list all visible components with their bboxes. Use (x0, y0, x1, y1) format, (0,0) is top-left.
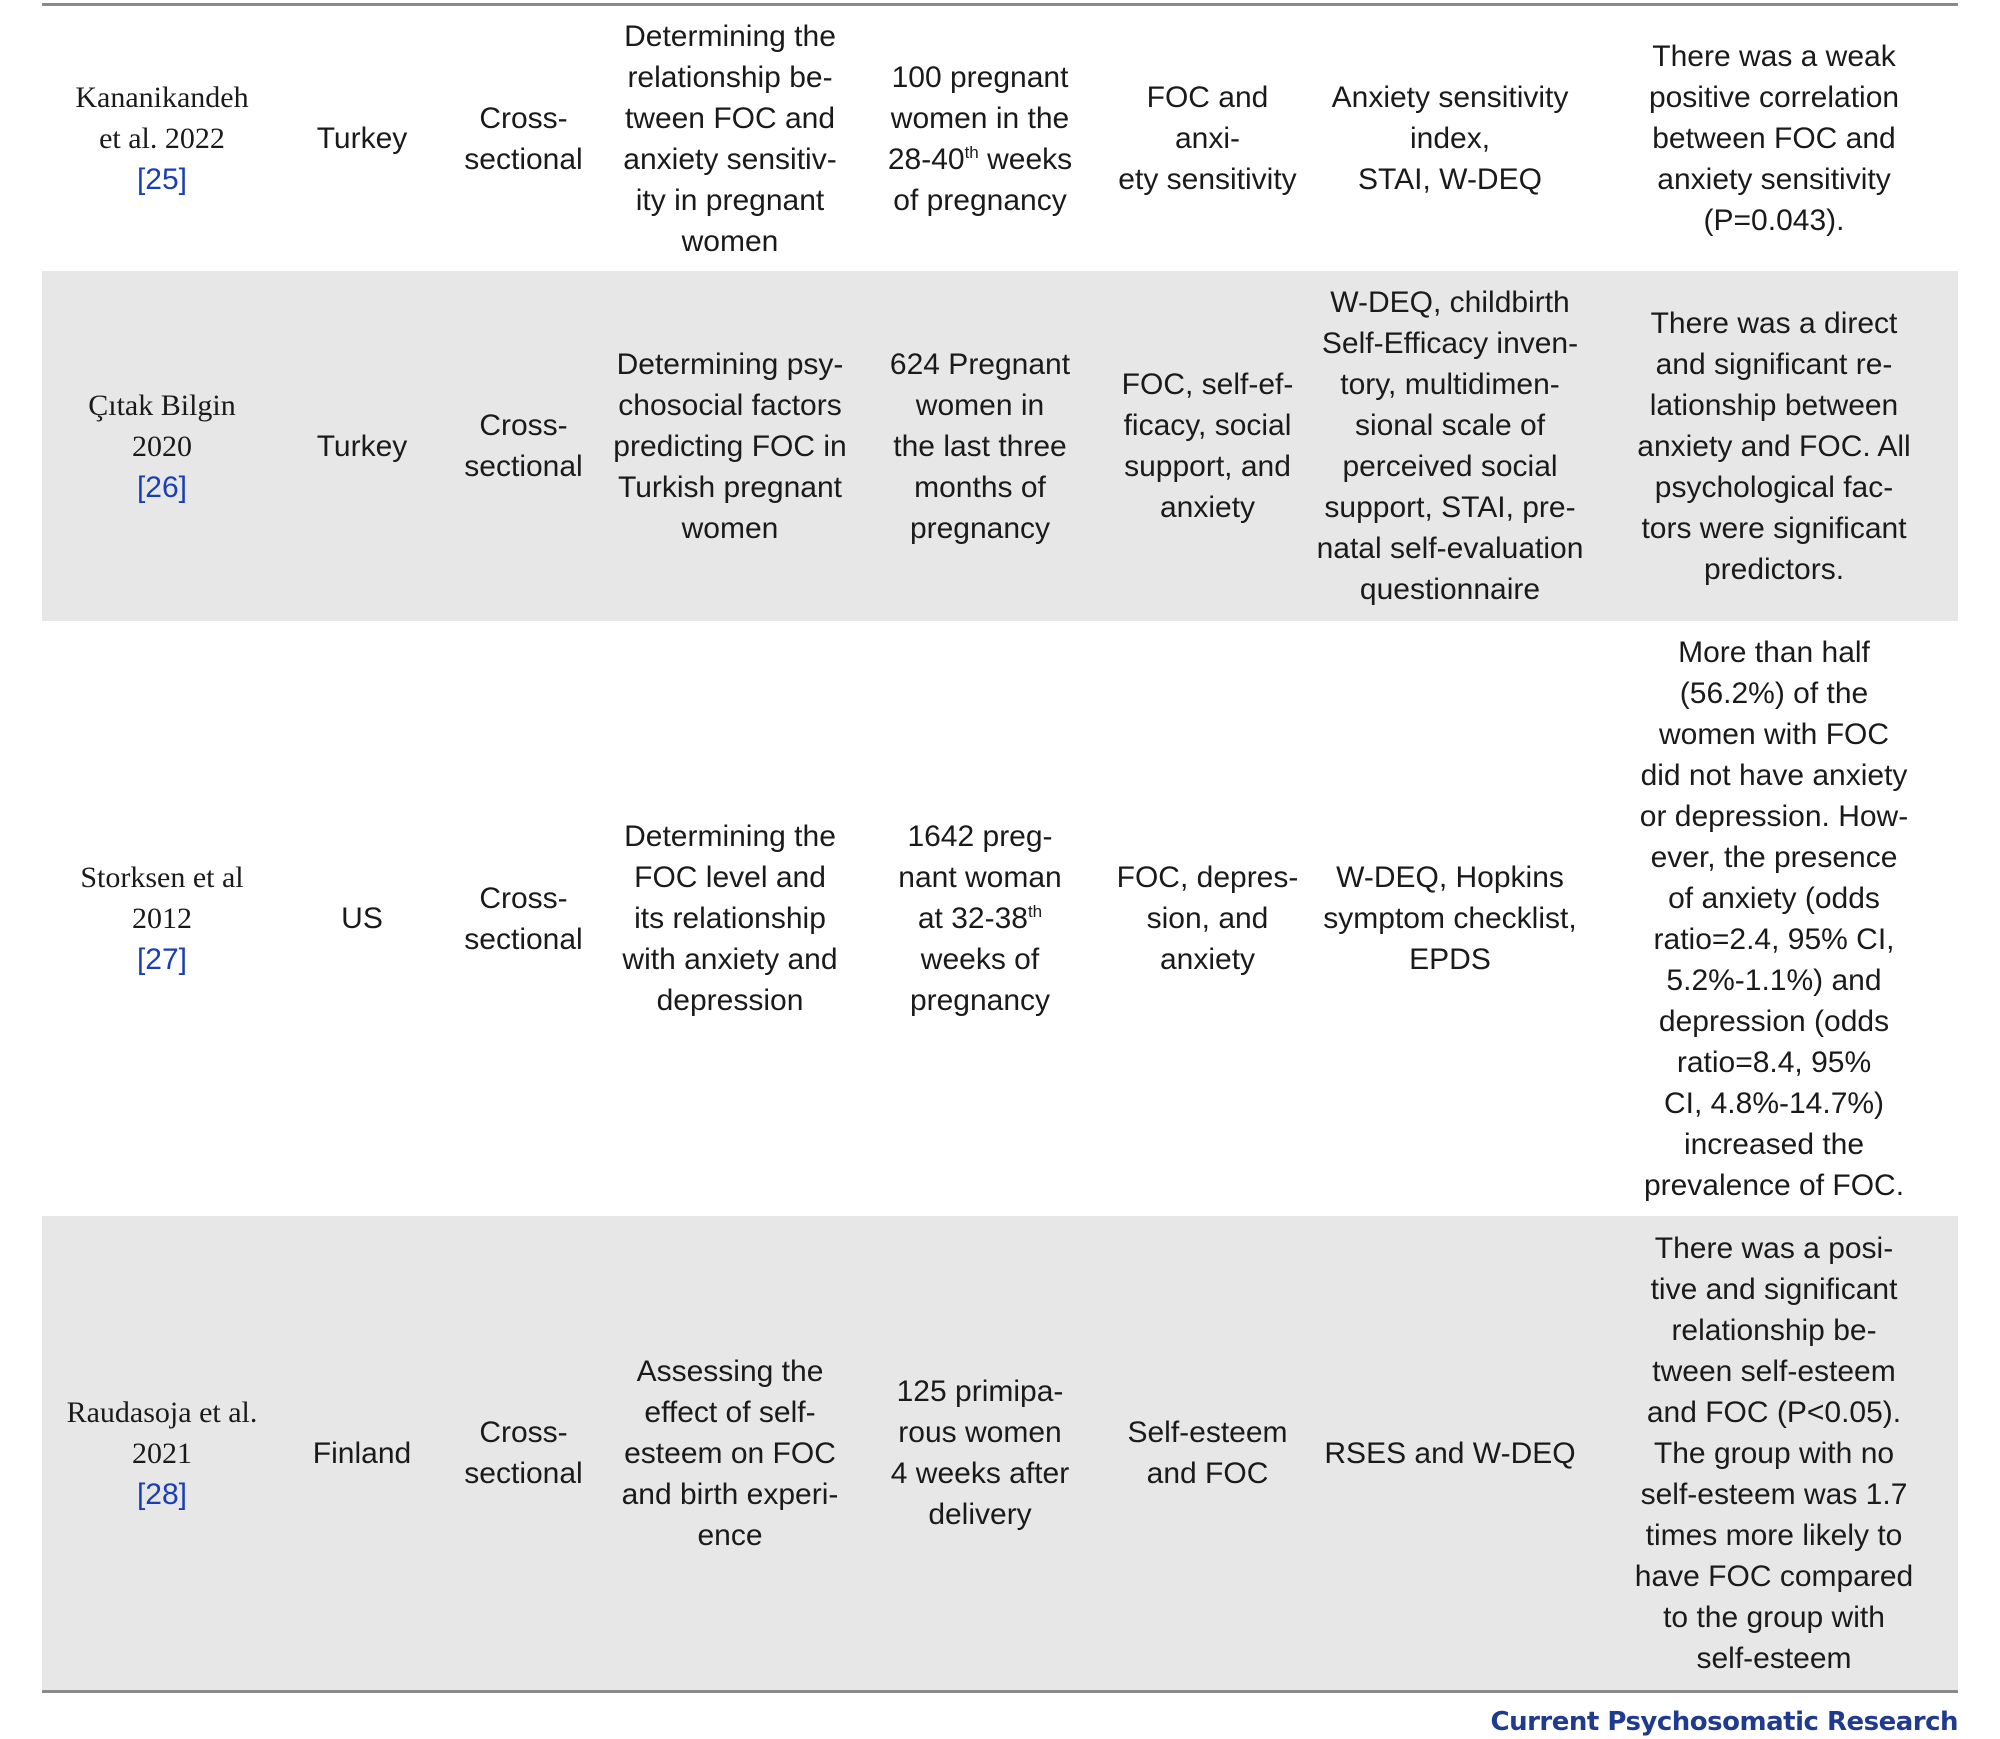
cell-sample (855, 6, 1105, 271)
design-line: Cross- (479, 409, 568, 442)
cell-author (42, 6, 282, 271)
cell-tools (1310, 6, 1590, 271)
aim-line: women (681, 511, 779, 545)
results-line: depression (odds (1658, 1004, 1890, 1038)
tools-line: RSES and W-DEQ (1324, 1436, 1576, 1470)
results-line: lationship between (1649, 388, 1899, 422)
reference-link[interactable]: [27] (136, 943, 188, 976)
cell-author (42, 621, 282, 1216)
cell-results (1590, 1216, 1958, 1690)
cell-sample (855, 621, 1105, 1216)
aim-line: FOC level and (634, 861, 826, 894)
cell-tools (1310, 621, 1590, 1216)
tools-line: W-DEQ, Hopkins (1336, 861, 1564, 894)
results-line: anxiety and FOC. All (1637, 429, 1911, 463)
tools-line: Self-Efficacy inven- (1321, 327, 1579, 360)
cell-aim (605, 1216, 855, 1690)
author-line: et al. 2022 (99, 122, 225, 155)
design-line: Cross- (479, 101, 568, 135)
cell-sample (855, 1216, 1105, 1690)
cell-author (42, 271, 282, 621)
aim-line: anxiety sensitiv- (623, 142, 837, 176)
aim-line: ity in pregnant (635, 183, 825, 217)
cell-country (282, 271, 442, 621)
cell-variables (1105, 621, 1310, 1216)
results-line: self-esteem (1696, 1641, 1852, 1675)
cell-country (282, 621, 442, 1216)
variables-line: FOC, depres- (1116, 861, 1299, 894)
results-line: times more likely to (1645, 1518, 1903, 1552)
variables-line: Self-esteem (1127, 1416, 1288, 1449)
results-line: relationship be- (1671, 1313, 1877, 1347)
variables-line: anxiety (1159, 943, 1256, 976)
results-line: increased the (1683, 1127, 1865, 1161)
sample-line: weeks of (920, 943, 1040, 976)
cell-results (1590, 6, 1958, 271)
results-line: ratio=2.4, 95% CI, (1653, 922, 1895, 956)
tools-line: EPDS (1409, 943, 1491, 976)
ordinal-superscript: th (1027, 902, 1043, 921)
cell-country (282, 1216, 442, 1690)
results-line: (56.2%) of the (1679, 676, 1869, 710)
sample-text: at 32-38 (917, 902, 1028, 935)
results-line: and FOC (P<0.05). (1646, 1395, 1902, 1429)
results-line: have FOC compared (1634, 1559, 1914, 1593)
journal-name: Current Psychosomatic Research (1490, 1707, 1958, 1737)
results-line: or depression. How- (1639, 799, 1909, 833)
sample-line: pregnancy (909, 511, 1051, 545)
sample-line (861, 898, 1099, 939)
reference-link[interactable]: [28] (136, 1477, 188, 1511)
variables-line: and FOC (1146, 1457, 1269, 1490)
results-line: ratio=8.4, 95% (1676, 1045, 1872, 1079)
aim-line: chosocial factors (618, 388, 842, 422)
country-text: Turkey (316, 122, 408, 155)
author-line: 2021 (132, 1436, 192, 1470)
aim-line: women (681, 224, 779, 258)
cell-sample (855, 271, 1105, 621)
table-bottom-rule (42, 1690, 1958, 1693)
tools-line: questionnaire (1359, 573, 1541, 606)
aim-line: predicting FOC in (613, 429, 847, 463)
cell-design (442, 621, 605, 1216)
author-line: Storksen et al (80, 861, 244, 894)
sample-line: delivery (928, 1498, 1032, 1531)
table-row (42, 1216, 1958, 1690)
author-line: 2020 (132, 429, 192, 463)
table-row (42, 271, 1958, 621)
design-line: Cross- (479, 1416, 568, 1449)
country-text: Turkey (316, 429, 408, 463)
design-line: sectional (464, 922, 583, 956)
tools-line: index, (1409, 122, 1491, 155)
table-row (42, 621, 1958, 1216)
studies-table (42, 6, 1958, 1690)
results-line: The group with no (1653, 1436, 1895, 1470)
sample-line: 1642 preg- (907, 820, 1053, 853)
results-line: tors were significant (1641, 511, 1907, 545)
results-line: More than half (1678, 635, 1870, 669)
aim-line: esteem on FOC (624, 1436, 836, 1470)
tools-line: STAI, W-DEQ (1358, 163, 1542, 196)
variables-line: FOC, self-ef- (1121, 368, 1294, 401)
cell-variables (1105, 1216, 1310, 1690)
sample-line: pregnancy (909, 984, 1051, 1017)
results-line: did not have anxiety (1640, 758, 1908, 792)
design-line: sectional (464, 1457, 583, 1490)
cell-author (42, 1216, 282, 1690)
variables-line: FOC and anxi- (1146, 81, 1269, 155)
sample-text: weeks (978, 142, 1073, 176)
variables-line: support, and (1124, 450, 1291, 483)
variables-line: sion, and (1146, 902, 1269, 935)
cell-design (442, 271, 605, 621)
sample-text: 28-40 (887, 142, 965, 176)
sample-line: 125 primipa- (896, 1375, 1064, 1408)
sample-line: months of (914, 470, 1046, 504)
cell-design (442, 1216, 605, 1690)
aim-line: Determining psy- (616, 347, 844, 381)
aim-line: depression (656, 984, 804, 1017)
results-line: There was a direct (1650, 306, 1898, 340)
aim-line: ence (697, 1518, 763, 1552)
results-line: women with FOC (1658, 717, 1890, 751)
results-line: prevalence of FOC. (1643, 1168, 1905, 1202)
table-row (42, 6, 1958, 271)
sample-line: 4 weeks after (890, 1457, 1070, 1490)
variables-line: ety sensitivity (1118, 163, 1297, 196)
results-line: There was a weak (1652, 40, 1896, 73)
reference-link[interactable]: [26] (136, 470, 188, 504)
cell-aim (605, 621, 855, 1216)
cell-results (1590, 271, 1958, 621)
variables-line: anxiety (1159, 491, 1256, 524)
results-line: psychological fac- (1654, 470, 1894, 504)
country-text: US (341, 902, 383, 935)
aim-line: Turkish pregnant (617, 470, 842, 504)
cell-design (442, 6, 605, 271)
cell-aim (605, 6, 855, 271)
tools-line: perceived social (1342, 450, 1558, 483)
cell-aim (605, 271, 855, 621)
ordinal-superscript: th (964, 142, 979, 162)
design-line: sectional (464, 142, 583, 176)
tools-line: Anxiety sensitivity (1331, 81, 1569, 114)
author-line: Çıtak Bilgin (88, 388, 236, 422)
results-line: of anxiety (odds (1668, 881, 1880, 915)
tools-line: sional scale of (1354, 409, 1546, 442)
aim-line: relationship be- (627, 60, 833, 94)
tools-line: natal self-evaluation (1316, 532, 1584, 565)
results-line: tive and significant (1650, 1272, 1898, 1306)
results-line: predictors. (1703, 552, 1845, 586)
results-line: CI, 4.8%-14.7%) (1663, 1086, 1885, 1120)
tools-line: support, STAI, pre- (1324, 491, 1576, 524)
aim-line: effect of self- (644, 1395, 816, 1429)
cell-tools (1310, 271, 1590, 621)
author-line: Kananikandeh (75, 81, 249, 114)
cell-variables (1105, 6, 1310, 271)
sample-line: 624 Pregnant (889, 347, 1071, 381)
cell-tools (1310, 1216, 1590, 1690)
cell-results (1590, 621, 1958, 1216)
results-line: (P=0.043). (1703, 204, 1845, 237)
design-line: Cross- (479, 881, 568, 915)
aim-line: tween FOC and (624, 101, 836, 135)
results-line: There was a posi- (1654, 1231, 1894, 1265)
sample-line (861, 139, 1099, 180)
sample-line: rous women (898, 1416, 1062, 1449)
aim-line: and birth experi- (621, 1477, 839, 1511)
aim-line: Assessing the (636, 1354, 824, 1388)
results-line: 5.2%-1.1%) and (1666, 963, 1882, 997)
tools-line: tory, multidimen- (1340, 368, 1560, 401)
author-line: Raudasoja et al. (66, 1395, 258, 1429)
results-line: anxiety sensitivity (1657, 163, 1891, 196)
cell-country (282, 6, 442, 271)
results-line: tween self-esteem (1652, 1354, 1896, 1388)
sample-line: women in the (890, 101, 1070, 135)
sample-line: the last three (893, 429, 1067, 463)
results-line: between FOC and (1652, 122, 1896, 155)
aim-line: its relationship (634, 902, 826, 935)
aim-line: Determining the (624, 820, 836, 853)
cell-variables (1105, 271, 1310, 621)
tools-line: W-DEQ, childbirth (1330, 286, 1570, 319)
aim-line: with anxiety and (622, 943, 838, 976)
variables-line: ficacy, social (1123, 409, 1292, 442)
tools-line: symptom checklist, (1323, 902, 1577, 935)
results-line: self-esteem was 1.7 (1640, 1477, 1908, 1511)
results-line: to the group with (1663, 1600, 1885, 1634)
design-line: sectional (464, 450, 583, 483)
author-line: 2012 (132, 902, 192, 935)
country-text: Finland (312, 1436, 412, 1470)
sample-line: 100 pregnant (891, 60, 1069, 94)
sample-line: nant woman (898, 861, 1062, 894)
aim-line: Determining the (624, 19, 836, 53)
results-line: positive correlation (1648, 81, 1900, 114)
sample-line: of pregnancy (893, 183, 1067, 217)
reference-link[interactable]: [25] (136, 163, 188, 196)
results-line: ever, the presence (1650, 840, 1898, 874)
results-line: and significant re- (1655, 347, 1893, 381)
sample-line: women in (915, 388, 1045, 422)
